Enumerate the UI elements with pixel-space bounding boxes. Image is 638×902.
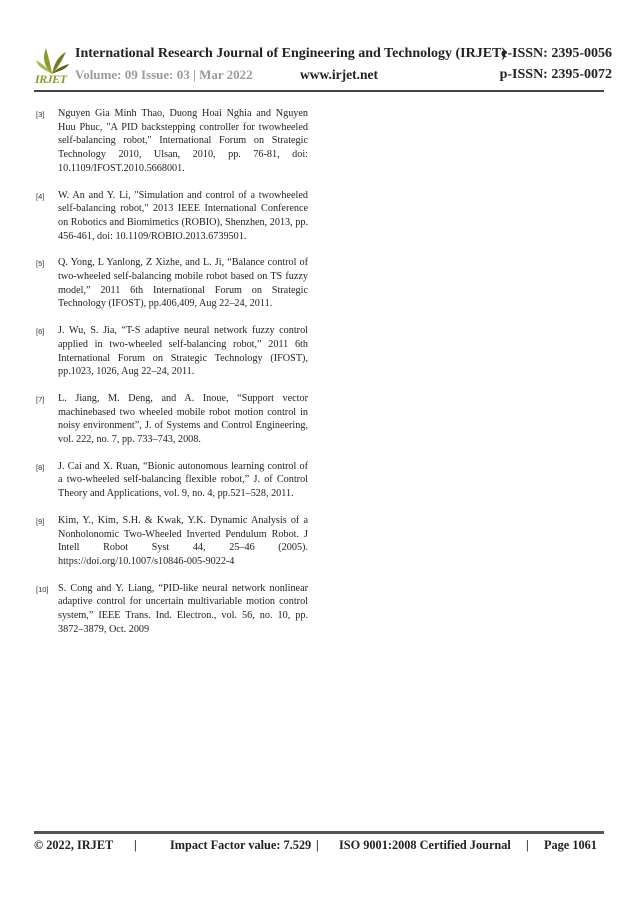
reference-text: Kim, Y., Kim, S.H. & Kwak, Y.K. Dynamic Analysis of a Nonholonomic Two-Wheeled Inverted Pendulum Robot. J Intell Robot Syst 44, 25–46 (2005). https://doi.org/10.1007/s10846-005-9022-4 xyxy=(58,514,308,567)
reference-text: Nguyen Gia Minh Thao, Duong Hoai Nghia and Nguyen Huu Phuc, "A PID backstepping controller for twowheeled self-balancing robot," International Forum on Strategic Technology 2010, Ulsan, 2010, pp. 76-81, doi: 10.1109/IFOST.2010.5668001. xyxy=(58,108,308,174)
footer-impact-factor: Impact Factor value: 7.529 xyxy=(170,838,312,852)
journal-title: International Research Journal of Engineering and Technology (IRJET) xyxy=(75,46,507,61)
footer-copyright: © 2022, IRJET xyxy=(34,838,114,852)
footer-page-number: Page 1061 xyxy=(544,838,597,852)
reference-item xyxy=(36,324,308,379)
reference-list xyxy=(36,107,308,650)
reference-number: [6] xyxy=(36,327,45,337)
reference-text: J. Cai and X. Ruan, “Bionic autonomous learning control of a two-wheeled self-balancing flexible robot,” J. of Control Theory and Applications, vol. 9, no. 4, pp.521–528, 2011. xyxy=(58,460,308,500)
footer-separator: | xyxy=(134,838,137,852)
reference-text: S. Cong and Y. Liang, “PID-like neural network nonlinear adaptive control for uncertain multivariable motion control system,” IEEE Trans. Ind. Electron., vol. 56, no. 10, pp. 3872–3879, Oct. 2009 xyxy=(58,582,308,635)
reference-number: [3] xyxy=(36,110,45,119)
header-divider xyxy=(34,90,604,92)
page-footer xyxy=(34,838,604,858)
reference-text: W. An and Y. Li, "Simulation and control of a twowheeled self-balancing robot," 2013 IEEE International Conference on Robotics and Biomimetics (ROBIO), Shenzhen, 2013, pp. 456-461, doi: 10.1109/ROBIO.2013.6739501. xyxy=(58,189,308,242)
reference-item xyxy=(36,392,308,447)
reference-item xyxy=(36,460,308,501)
reference-number: [5] xyxy=(36,259,45,269)
volume-issue: Volume: 09 Issue: 03 | Mar 2022 xyxy=(75,67,253,82)
reference-item xyxy=(36,256,308,311)
e-issn: e-ISSN: 2395-0056 xyxy=(501,46,612,61)
reference-number: [8] xyxy=(36,462,45,472)
reference-item xyxy=(36,107,308,176)
logo-text: IRJET xyxy=(35,72,67,86)
reference-number: [4] xyxy=(36,191,45,201)
page-header xyxy=(0,0,638,92)
footer-separator: | xyxy=(316,838,319,852)
reference-item xyxy=(36,189,308,244)
reference-text: Q. Yong, L Yanlong, Z Xizhe, and L. Ji, “Balance control of two-wheeled self-balancing mobile robot based on TS fuzzy model,” 2011 6th International Forum on Strategic Technology (IFOST), pp.406,409, Aug 22–24, 2011. xyxy=(58,257,308,310)
reference-text: J. Wu, S. Jia, “T-S adaptive neural network fuzzy control applied in two-wheeled self-balancing robot,” 2011 6th International Forum on Strategic Technology (IFOST), pp.1023, 1026, Aug 22–24, 2011. xyxy=(58,325,308,378)
reference-number: [7] xyxy=(36,394,45,404)
reference-text: L. Jiang, M. Deng, and A. Inoue, “Support vector machinebased two wheeled mobile robot motion control in noisy environment”, J. of Systems and Control Engineering, vol. 222, no. 7, pp. 733–743, 2008. xyxy=(58,392,308,446)
footer-divider xyxy=(34,831,604,834)
footer-iso-certification: ISO 9001:2008 Certified Journal xyxy=(339,838,511,852)
reference-item xyxy=(36,514,308,569)
footer-separator: | xyxy=(526,838,529,852)
p-issn: p-ISSN: 2395-0072 xyxy=(499,67,612,82)
reference-number: [9] xyxy=(36,516,45,526)
reference-number: [10] xyxy=(36,584,49,594)
journal-website: www.irjet.net xyxy=(300,67,378,82)
reference-item xyxy=(36,582,308,637)
